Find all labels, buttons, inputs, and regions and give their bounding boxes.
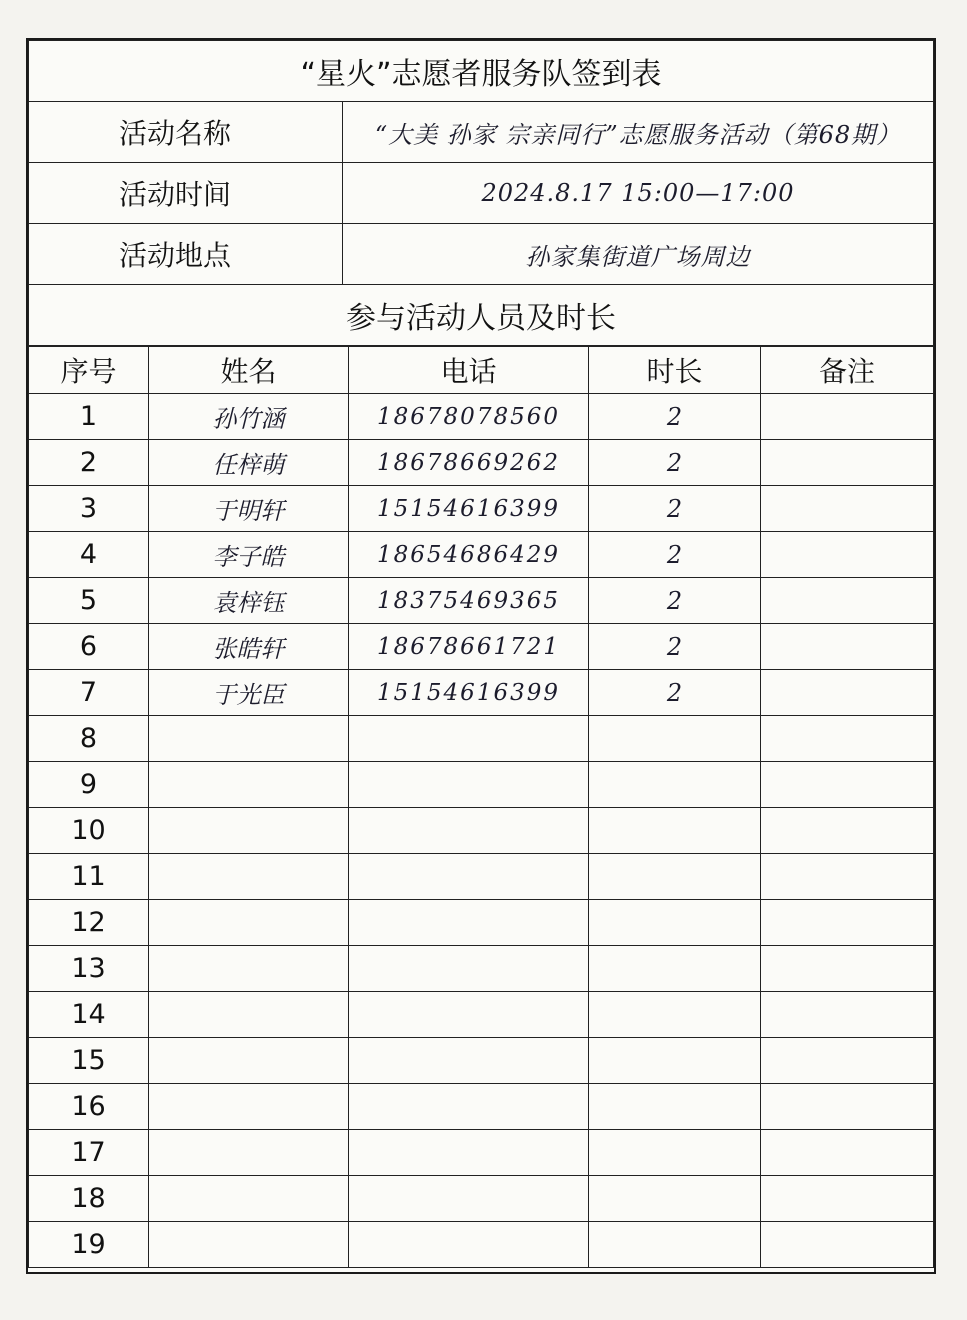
- row-number: 9: [29, 762, 149, 808]
- activity-name-value: “大美 孙家 宗亲同行”志愿服务活动（第68期）: [343, 102, 934, 163]
- table-row: [29, 1130, 934, 1176]
- participant-hours: 2: [589, 394, 761, 440]
- participant-phone: 18678669262: [349, 440, 589, 486]
- participant-note: [761, 900, 934, 946]
- participant-name: 张皓轩: [149, 624, 349, 670]
- participant-hours: [589, 992, 761, 1038]
- participant-name: [149, 900, 349, 946]
- participant-name: [149, 992, 349, 1038]
- participant-note: [761, 486, 934, 532]
- participant-phone: [349, 808, 589, 854]
- row-number: 14: [29, 992, 149, 1038]
- table-row: [29, 762, 934, 808]
- participant-hours: [589, 1222, 761, 1268]
- participant-name: [149, 1130, 349, 1176]
- row-number: 12: [29, 900, 149, 946]
- table-row: [29, 900, 934, 946]
- row-number: 11: [29, 854, 149, 900]
- participant-note: [761, 1084, 934, 1130]
- participant-name: 李子皓: [149, 532, 349, 578]
- participant-phone: [349, 716, 589, 762]
- sign-in-sheet: [26, 38, 936, 1274]
- row-number: 6: [29, 624, 149, 670]
- row-number: 1: [29, 394, 149, 440]
- participant-hours: [589, 1176, 761, 1222]
- participant-note: [761, 670, 934, 716]
- column-header: 备注: [761, 347, 934, 394]
- participant-name: 任梓萌: [149, 440, 349, 486]
- row-number: 8: [29, 716, 149, 762]
- participant-phone: 18654686429: [349, 532, 589, 578]
- participant-hours: [589, 1130, 761, 1176]
- column-header: 姓名: [149, 347, 349, 394]
- activity-time-value: 2024.8.17 15:00—17:00: [343, 163, 934, 224]
- participant-name: [149, 808, 349, 854]
- participant-hours: [589, 1038, 761, 1084]
- participant-name: [149, 716, 349, 762]
- participant-note: [761, 946, 934, 992]
- participant-hours: 2: [589, 532, 761, 578]
- table-row: [29, 532, 934, 578]
- participant-name: [149, 1176, 349, 1222]
- participant-phone: [349, 1130, 589, 1176]
- table-row: [29, 716, 934, 762]
- participant-name: [149, 1084, 349, 1130]
- column-header: 电话: [349, 347, 589, 394]
- header-table: [28, 40, 934, 346]
- participant-note: [761, 854, 934, 900]
- table-row: [29, 394, 934, 440]
- participant-name: 孙竹涵: [149, 394, 349, 440]
- participant-hours: 2: [589, 578, 761, 624]
- participant-note: [761, 1130, 934, 1176]
- activity-time-label: 活动时间: [29, 163, 343, 224]
- row-number: 3: [29, 486, 149, 532]
- participant-phone: 15154616399: [349, 486, 589, 532]
- participant-note: [761, 394, 934, 440]
- participant-note: [761, 716, 934, 762]
- participant-phone: [349, 762, 589, 808]
- participant-hours: [589, 1084, 761, 1130]
- participant-hours: [589, 808, 761, 854]
- participant-phone: 18678078560: [349, 394, 589, 440]
- participant-name: 袁梓钰: [149, 578, 349, 624]
- table-row: [29, 1222, 934, 1268]
- participant-name: [149, 946, 349, 992]
- participant-phone: [349, 1038, 589, 1084]
- sheet-title: “星火”志愿者服务队签到表: [29, 41, 934, 102]
- table-row: [29, 1176, 934, 1222]
- participant-hours: 2: [589, 624, 761, 670]
- participant-name: 于光臣: [149, 670, 349, 716]
- row-number: 10: [29, 808, 149, 854]
- table-row: [29, 808, 934, 854]
- participant-phone: [349, 1176, 589, 1222]
- participant-hours: [589, 900, 761, 946]
- participant-phone: 18678661721: [349, 624, 589, 670]
- participants-table: [28, 346, 934, 1268]
- activity-place-value: 孙家集街道广场周边: [343, 224, 934, 285]
- section-title: 参与活动人员及时长: [29, 285, 934, 346]
- participant-name: [149, 1222, 349, 1268]
- participant-hours: 2: [589, 486, 761, 532]
- participant-note: [761, 532, 934, 578]
- participant-note: [761, 992, 934, 1038]
- participant-phone: [349, 946, 589, 992]
- column-header: 序号: [29, 347, 149, 394]
- row-number: 15: [29, 1038, 149, 1084]
- table-row: [29, 624, 934, 670]
- participant-name: [149, 854, 349, 900]
- participant-name: 于明轩: [149, 486, 349, 532]
- participant-note: [761, 1038, 934, 1084]
- participant-name: [149, 762, 349, 808]
- participant-note: [761, 808, 934, 854]
- participant-hours: [589, 762, 761, 808]
- table-row: [29, 854, 934, 900]
- row-number: 4: [29, 532, 149, 578]
- table-row: [29, 670, 934, 716]
- participant-phone: [349, 1222, 589, 1268]
- participant-note: [761, 578, 934, 624]
- participant-phone: [349, 992, 589, 1038]
- participant-note: [761, 440, 934, 486]
- participant-phone: 15154616399: [349, 670, 589, 716]
- row-number: 18: [29, 1176, 149, 1222]
- participant-phone: [349, 854, 589, 900]
- table-row: [29, 1084, 934, 1130]
- participant-hours: [589, 854, 761, 900]
- participant-name: [149, 1038, 349, 1084]
- participant-note: [761, 1222, 934, 1268]
- table-row: [29, 1038, 934, 1084]
- participant-phone: [349, 1084, 589, 1130]
- table-row: [29, 946, 934, 992]
- row-number: 5: [29, 578, 149, 624]
- row-number: 13: [29, 946, 149, 992]
- participant-phone: 18375469365: [349, 578, 589, 624]
- row-number: 16: [29, 1084, 149, 1130]
- participant-hours: 2: [589, 670, 761, 716]
- row-number: 7: [29, 670, 149, 716]
- column-header-row: [29, 347, 934, 394]
- table-row: [29, 578, 934, 624]
- table-row: [29, 992, 934, 1038]
- participant-note: [761, 762, 934, 808]
- participant-phone: [349, 900, 589, 946]
- participant-hours: [589, 716, 761, 762]
- row-number: 17: [29, 1130, 149, 1176]
- row-number: 2: [29, 440, 149, 486]
- row-number: 19: [29, 1222, 149, 1268]
- activity-place-label: 活动地点: [29, 224, 343, 285]
- participant-hours: 2: [589, 440, 761, 486]
- activity-name-label: 活动名称: [29, 102, 343, 163]
- table-row: [29, 486, 934, 532]
- column-header: 时长: [589, 347, 761, 394]
- participant-note: [761, 1176, 934, 1222]
- participant-hours: [589, 946, 761, 992]
- table-row: [29, 440, 934, 486]
- participant-note: [761, 624, 934, 670]
